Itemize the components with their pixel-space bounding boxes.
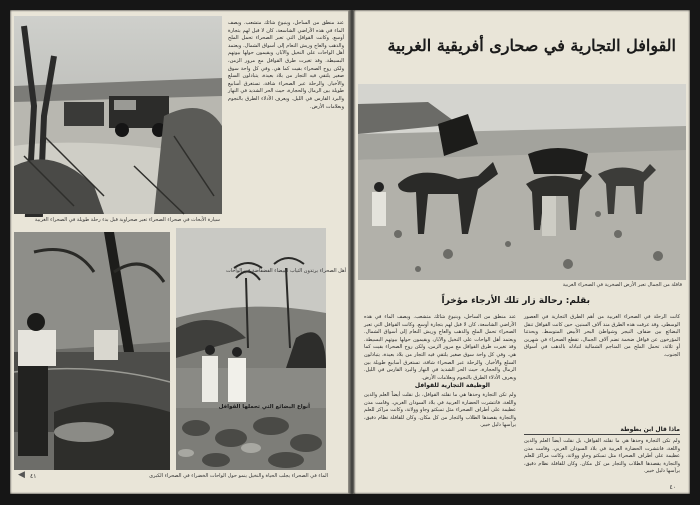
subhead-goods-types: أنواع البضائع التي تحملها القوافل [218,404,310,410]
caravan-photo-caption: قافلة من الجمال تعبر الأرض الصخرية في الصحراء الغربية [562,282,682,288]
right-article-column-c: ولم تكن التجارة وحدها هي ما نقلته القوافل، بل نقلت أيضاً العلم والدين واللغة، فانتشرت الحضارة العربية في بلاد السودان الغربي. وقامت مدن عظيمة على أطراف الصحراء مثل تمبكتو وجاو وولاتة، وكانت مراكز للعلم والتجارة يقصدها الطلاب والتجار من كل مكان. وكان للقافلة نظام دقيق، يرأسها دليل خبير. [524,438,680,475]
left-article-column: عند منطق من الساحل، وينبوع شائك متشعب. ويصف الماء في هذه الأراضي الشاسعة، كان لا قبل لهم بتجارة أوسع. وكانت القوافل التي تعبر الصحراء تحمل الملح والذهب والعاج وريش النعام إلى أسواق الشمال. ويعتمد أهل الواحات على النخيل والآبار، ويقيمون حولها بيوتهم البسيطة. وقد تغيرت طرق القوافل مع مرور الزمن، ولكن روح الصحراء بقيت كما هي. وفي كل واحة سوق صغير يلتقي فيه التجار من بلاد بعيدة، يتبادلون السلع والأخبار. والرحلة عبر الصحراء شاقة، تستغرق أسابيع طويلة بين الرمال والحجارة، حيث الحر الشديد في النهار والبرد القارس في الليل. ويعرف الأدلاء الطرق بالنجوم وبعلامات الأرض. [228,20,344,110]
article-title: القوافل التجارية في صحارى أفريقية الغربية [387,36,676,55]
right-article-column-b: عند منطق من الساحل، وينبوع شائك متشعب. ويصف الماء في هذه الأراضي الشاسعة، كان لا قبل لهم بتجارة أوسع. وكانت القوافل التي تعبر الصحراء تحمل الملح والذهب والعاج وريش النعام إلى أسواق الشمال. ويعتمد أهل الواحات على النخيل والآبار، ويقيمون حولها بيوتهم البسيطة. وقد تغيرت طرق القوافل مع مرور الزمن، ولكن روح الصحراء بقيت كما هي. وفي كل واحة سوق صغير يلتقي فيه التجار من بلاد بعيدة، يتبادلون السلع والأخبار. والرحلة عبر الصحراء شاقة، تستغرق أسابيع طويلة بين الرمال والحجارة، حيث الحر الشديد في النهار والبرد القارس في الليل. ويعرف الأدلاء الطرق بالنجوم وبعلامات الأرض. [364,314,516,381]
right-page [354,10,690,494]
right-article-column-a: كانت الرحلة في الصحراء الغربية من أهم الطرق التجارية في العصور الوسطى. وقد عرفت هذه الطرق منذ آلاف السنين، حين كانت القوافل تنقل البضائع بين ضفاف النيجر وشواطئ البحر الأبيض المتوسط. ويحدثنا المؤرخون عن قوافل ضخمة تضم آلاف الجمال، تقطع الصحراء في شهرين أو ثلاثة، تحمل الملح من المناجم الشمالية لتبادله بالذهب في أسواق الجنوب. [524,314,680,358]
article-byline: بقلم: رحالة زار تلك الأرجاء مؤخراً [441,296,590,306]
subhead-ibn-battuta: ماذا قال ابن بطوطة [620,426,680,433]
photo-desert-trucks [14,16,222,214]
left-page-number: ٤١ [30,473,37,480]
right-page-number: ٤٠ [669,484,676,491]
right-article-column-d: ولم تكن التجارة وحدها هي ما نقلته القوافل، بل نقلت أيضاً العلم والدين واللغة، فانتشرت الحضارة العربية في بلاد السودان الغربي. وقامت مدن عظيمة على أطراف الصحراء مثل تمبكتو وجاو وولاتة، وكانت مراكز للعلم والتجارة يقصدها الطلاب والتجار من كل مكان. وكان للقافلة نظام دقيق، يرأسها دليل خبير. [364,392,516,429]
photo-desert-figures [176,228,326,470]
mid-photo-caption: أهل الصحراء يرتدون الثياب البيضاء الفضفاضة في الواحات [226,268,346,274]
photo-camel-caravan [358,84,686,280]
bottom-photo-caption: الماء في الصحراء يجلب الحياة والنخيل ينمو حول الواحات الخضراء في الصحراء الكبرى [149,473,328,479]
photo-water-pool [14,232,170,470]
left-page [10,10,350,494]
page-turn-arrow-icon: ◀ [18,470,25,480]
subhead-commercial-function: الوظيفة التجارية للقوافل [414,382,490,389]
top-photo-caption: سيارة الأبحاث في صحراء الصحراء تعبر صحراوية قبل بدء رحلة طويلة في الصحراء الغربية [34,217,220,223]
subhead-rule [524,434,680,435]
